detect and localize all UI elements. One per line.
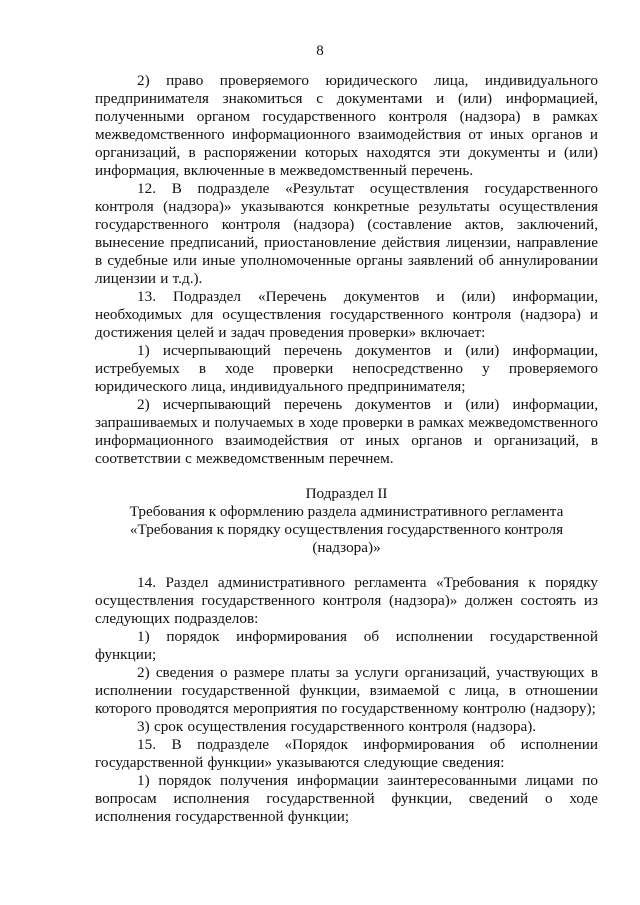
top-text-block	[95, 72, 598, 468]
paragraph: 12. В подразделе «Результат осуществления государственного контроля (надзора)» указываются конкретные результаты осуществления государственного контроля (надзора) (составление актов, заключений, вынесение предписаний, приостановление действия лицензии, направление в судебные или иные уполномоченные органы заявлений об аннулировании лицензии и т.д.).	[95, 180, 598, 287]
paragraph: 14. Раздел административного регламента «Требования к порядку осуществления государственного контроля (надзора)» должен состоять из следующих подразделов:	[95, 574, 598, 627]
heading-line: Требования к оформлению раздела административного регламента	[129, 503, 564, 520]
paragraph: 15. В подразделе «Порядок информирования об исполнении государственной функции» указываются следующие сведения:	[95, 736, 598, 771]
paragraph: 13. Подраздел «Перечень документов и (или) информации, необходимых для осуществления государственного контроля (надзора) и достижения целей и задач проведения проверки» включает:	[95, 288, 598, 341]
paragraph: 1) порядок получения информации заинтересованными лицами по вопросам исполнения государственной функции, сведений о ходе исполнения государственной функции;	[95, 772, 598, 825]
subsection-heading	[95, 485, 598, 557]
page-number: 8	[316, 43, 324, 59]
heading-line: Подраздел II	[305, 485, 388, 502]
bottom-text-block	[95, 574, 598, 826]
paragraph: 1) исчерпывающий перечень документов и (или) информации, истребуемых в ходе проверки непосредственно у проверяемого юридического лица, индивидуального предпринимателя;	[95, 342, 598, 395]
paragraph: 2) право проверяемого юридического лица, индивидуального предпринимателя знакомиться с документами и (или) информацией, полученными органом государственного контроля (надзора) в рамках межведомственного информационного взаимодействия от иных органов и организаций, в распоряжении которых находятся эти документы и (или) информация, включенные в межведомственный перечень.	[95, 72, 598, 179]
paragraph: 2) сведения о размере платы за услуги организаций, участвующих в исполнении государственной функции, взимаемой с лица, в отношении которого проводятся мероприятия по государственному контролю (надзору);	[95, 664, 598, 717]
paragraph: 1) порядок информирования об исполнении государственной функции;	[95, 628, 598, 663]
heading-line: (надзора)»	[312, 539, 381, 556]
paragraph: 3) срок осуществления государственного контроля (надзора).	[137, 718, 537, 735]
paragraph: 2) исчерпывающий перечень документов и (или) информации, запрашиваемых и получаемых в ходе проверки в рамках межведомственного информационного взаимодействия от иных органов и организаций, в соответствии с межведомственным перечнем.	[95, 396, 598, 467]
heading-line: «Требования к порядку осуществления государственного контроля	[129, 521, 564, 538]
